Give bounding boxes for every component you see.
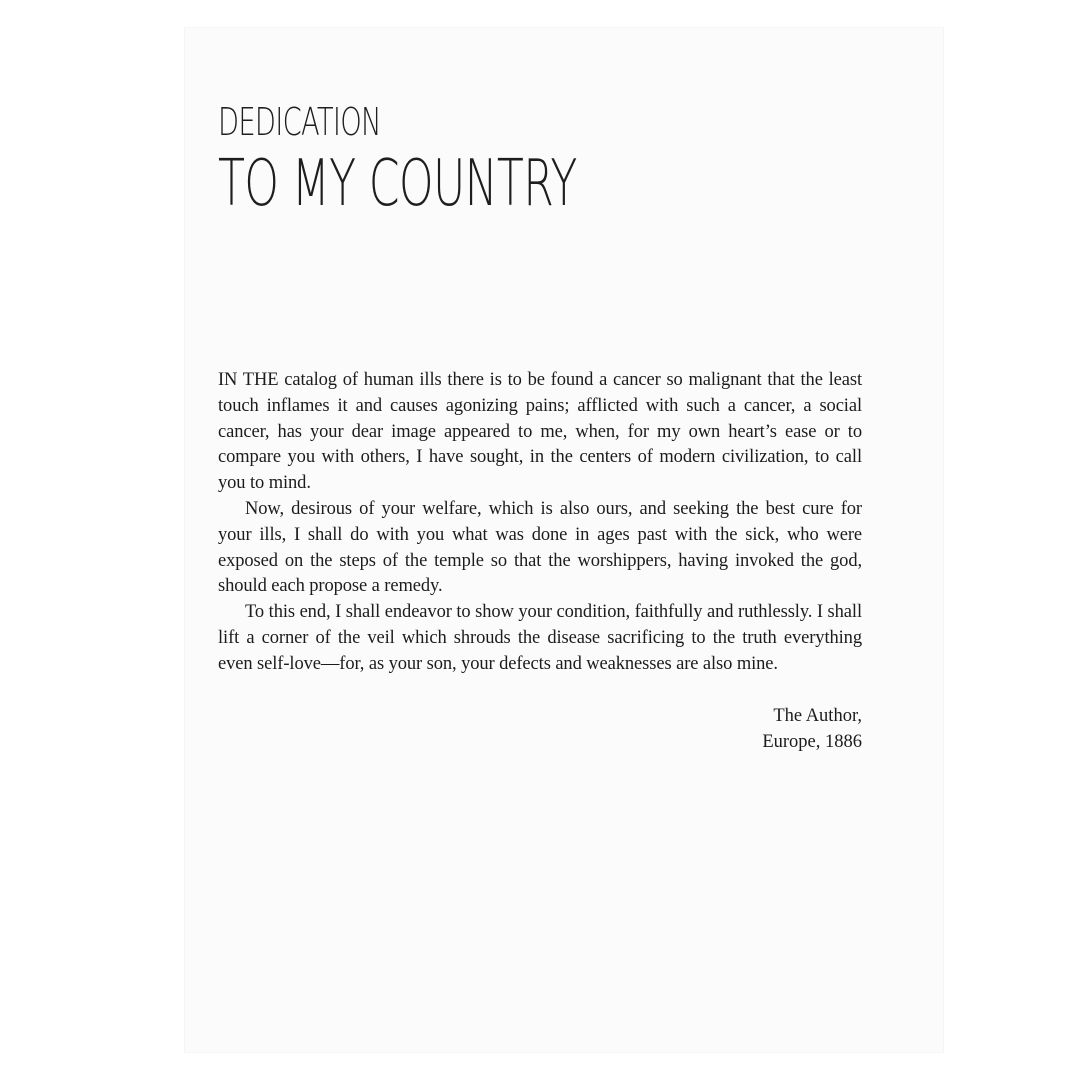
dedication-body	[218, 368, 862, 678]
paragraph-3: To this end, I shall endeavor to show your condition, faithfully and ruthlessly. I shall lift a corner of the veil which shrouds the disease sacrificing to the truth everything even self-love—for, as your son, your defects and weaknesses are also mine.	[218, 602, 862, 674]
paragraph-1: IN THE catalog of human ills there is to be found a cancer so malignant that the least touch inflames it and causes agonizing pains; afflicted with such a cancer, a social cancer, has your dear image appeared to me, when, for my own heart’s ease or to compare you with others, I have sought, in the centers of modern civilization, to call you to mind.	[218, 370, 862, 494]
dedication-title: TO MY COUNTRY	[218, 147, 577, 221]
dedication-kicker: DEDICATION	[218, 100, 381, 144]
paragraph-2: Now, desirous of your welfare, which is also ours, and seeking the best cure for your ills, I shall do with you what was done in ages past with the sick, who were exposed on the steps of the temple so that the worshippers, having invoked the god, should each propose a remedy.	[218, 498, 862, 597]
dedication-heading	[218, 100, 738, 220]
signature-place-date: Europe, 1886	[762, 732, 862, 752]
signature-author: The Author,	[773, 706, 862, 726]
signature-block	[762, 703, 862, 755]
